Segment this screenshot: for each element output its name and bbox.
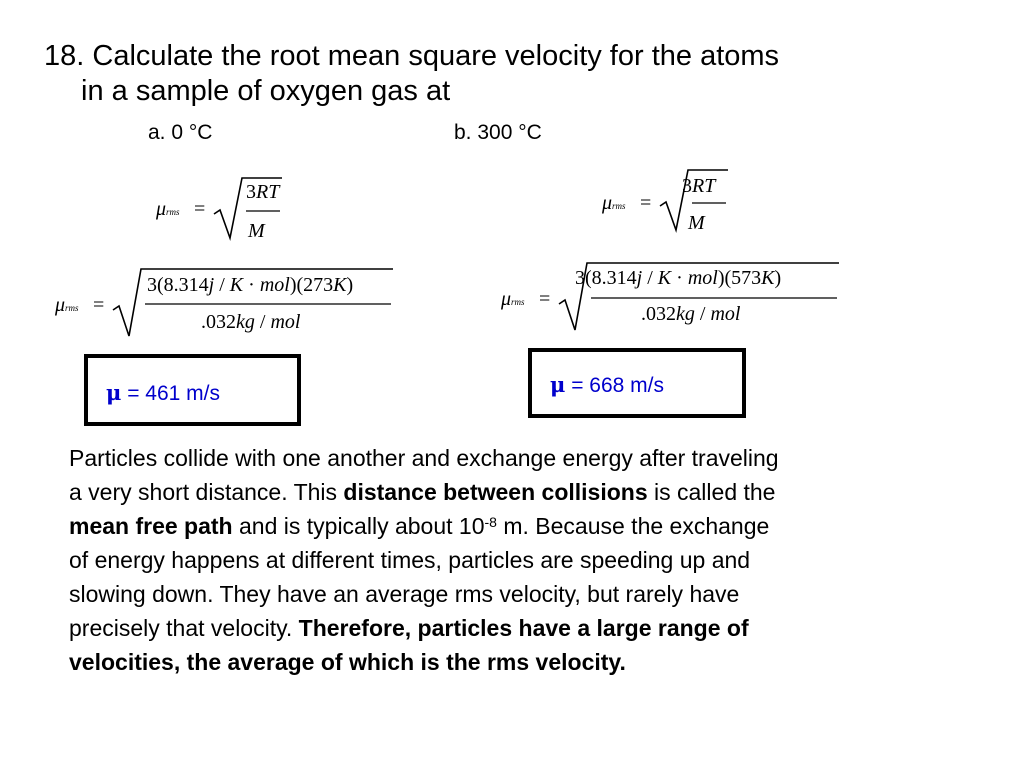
fraction-denominator: M [688,212,705,234]
paragraph-line: mean free path and is typically about $10^{-8}$ m. Because the exchange [69,513,770,539]
equals-sign: = [93,294,105,316]
part-a-label: a. 0 °C [148,121,213,144]
rms-formula-general-a [156,176,296,246]
paragraph-line: slowing down. They have an average rms velocity, but rarely have [69,581,740,607]
mu-rms-symbol: μrms [55,294,79,316]
fraction-numerator: 3RT [682,175,716,197]
paragraph-line: velocities, the average of which is the rms velocity. [69,649,626,675]
mu-rms-symbol: μrms [602,192,626,214]
part-b-label: b. 300 °C [454,121,542,144]
answer-b-text: μ = 668 m/s [550,372,665,397]
equals-sign: = [640,192,652,214]
paragraph-line: precisely that velocity. Therefore, particles have a large range of [69,615,749,641]
mu-rms-symbol: μrms [156,198,180,220]
fraction-denominator: .032kg / mol [641,303,741,325]
paragraph-line: Particles collide with one another and exchange energy after traveling [69,445,779,471]
paragraph-line: a very short distance. This distance between collisions is called the [69,479,776,505]
fraction-denominator: .032kg / mol [201,311,301,333]
fraction-numerator: 3(8.314j / K · mol)(573K) [575,267,782,289]
answer-a-text: μ = 461 m/s [106,380,221,405]
mean-free-path-paragraph [69,441,969,679]
mu-rms-symbol: μrms [501,288,525,310]
rms-formula-substituted-b [501,260,846,336]
answer-box-a [84,354,301,426]
equals-sign: = [194,198,206,220]
fraction-denominator: M [248,220,265,242]
rms-formula-general-b [602,168,742,238]
question-line-2: in a sample of oxygen gas at [81,75,451,107]
paragraph-line: of energy happens at different times, particles are speeding up and [69,547,751,573]
question-line-1: 18. Calculate the root mean square velocity for the atoms [44,40,780,72]
fraction-numerator: 3(8.314j / K · mol)(273K) [147,274,354,296]
fraction-numerator: 3RT [246,181,280,203]
equals-sign: = [539,288,551,310]
rms-formula-substituted-a [55,266,400,342]
answer-box-b [528,348,746,418]
